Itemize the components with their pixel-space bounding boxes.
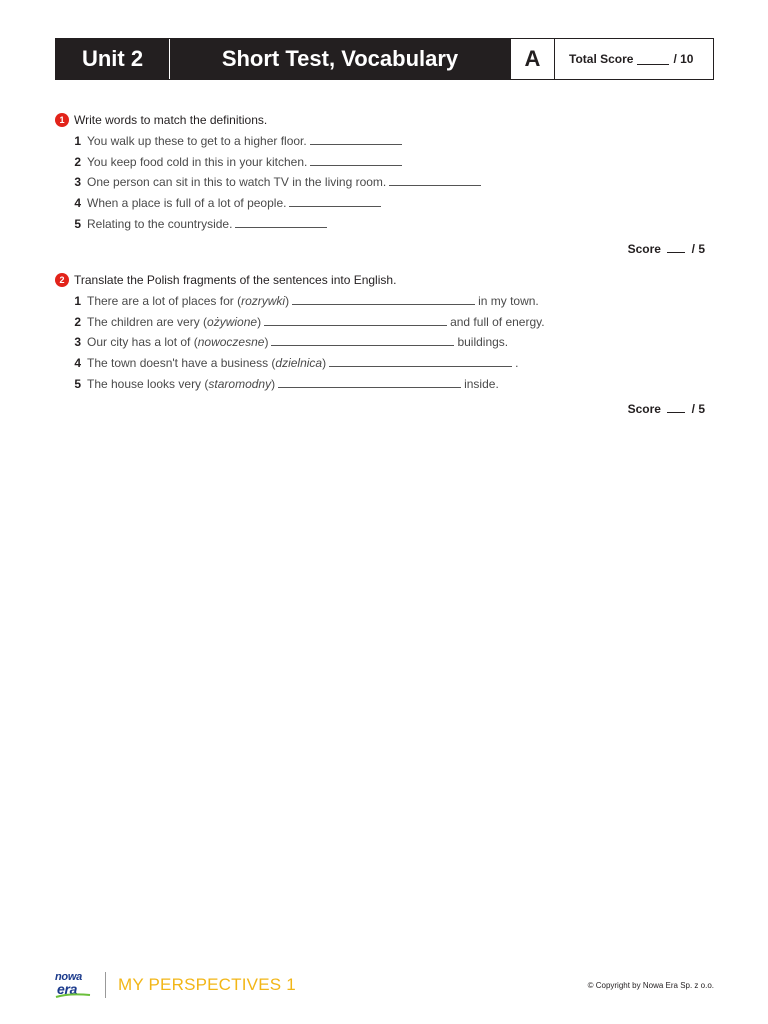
exercise-item xyxy=(55,134,714,155)
answer-blank[interactable] xyxy=(278,378,461,388)
copyright-notice: © Copyright by Nowa Era Sp. z o.o. xyxy=(587,980,714,990)
test-version: A xyxy=(510,39,555,79)
item-number: 2 xyxy=(74,314,81,329)
series-title: MY PERSPECTIVES 1 xyxy=(118,975,296,994)
answer-blank[interactable] xyxy=(271,336,454,346)
item-number: 3 xyxy=(74,335,81,350)
score-blank[interactable] xyxy=(667,243,685,253)
item-number: 2 xyxy=(74,154,81,169)
item-text: Our city has a lot of (nowoczesne) xyxy=(87,335,269,350)
logo-swoosh-icon xyxy=(55,993,91,999)
exercise-item xyxy=(55,377,714,398)
polish-fragment: ożywione xyxy=(207,314,258,329)
answer-blank[interactable] xyxy=(329,357,512,367)
item-number: 4 xyxy=(74,196,81,211)
score-label: Score xyxy=(627,242,661,257)
exercise-score xyxy=(55,242,714,256)
item-number: 3 xyxy=(74,175,81,190)
item-text: There are a lot of places for (rozrywki) xyxy=(87,294,290,308)
item-number: 5 xyxy=(74,376,81,391)
polish-fragment: rozrywki xyxy=(241,294,286,308)
logo-text-bottom: era xyxy=(57,981,78,997)
unit-label: Unit 2 xyxy=(56,39,170,79)
exercise-instruction: Write words to match the definitions. xyxy=(74,113,268,127)
score-blank[interactable] xyxy=(667,403,685,413)
exercise-instruction: Translate the Polish fragments of the sentences into English. xyxy=(74,273,397,287)
exercise-heading xyxy=(55,112,714,128)
item-text: Relating to the countryside. xyxy=(87,216,233,231)
page-footer xyxy=(55,966,714,1004)
item-text-after: buildings. xyxy=(457,335,509,350)
item-text-after: inside. xyxy=(464,376,499,391)
exercise-number-badge: 1 xyxy=(55,113,69,127)
item-text: You walk up these to get to a higher floor. xyxy=(87,134,307,148)
item-text: You keep food cold in this in your kitchen. xyxy=(87,154,308,169)
item-text: The children are very (ożywione) xyxy=(87,314,262,329)
exercise-heading xyxy=(55,272,714,288)
total-score-max: / 10 xyxy=(673,52,694,66)
answer-blank[interactable] xyxy=(310,135,402,145)
score-max: / 5 xyxy=(691,242,705,257)
item-text: When a place is full of a lot of people. xyxy=(87,196,287,211)
exercise-item xyxy=(55,294,714,315)
item-text-after: . xyxy=(515,356,519,371)
exercise-item xyxy=(55,335,714,356)
total-score-blank[interactable] xyxy=(637,54,669,65)
polish-fragment: nowoczesne xyxy=(197,335,265,350)
exercise-item xyxy=(55,155,714,176)
exercise-1 xyxy=(55,112,714,256)
answer-blank[interactable] xyxy=(389,176,481,186)
score-max: / 5 xyxy=(691,402,705,417)
score-label: Score xyxy=(627,402,661,417)
answer-blank[interactable] xyxy=(289,197,381,207)
item-text-after: in my town. xyxy=(478,294,539,308)
answer-blank[interactable] xyxy=(310,156,402,166)
exercise-item xyxy=(55,196,714,217)
item-text: The town doesn't have a business (dzielnica) xyxy=(87,356,327,371)
total-score-label: Total Score xyxy=(569,52,634,66)
item-number: 1 xyxy=(74,134,81,148)
exercise-item xyxy=(55,356,714,377)
footer-divider xyxy=(105,972,106,998)
test-title: Short Test, Vocabulary xyxy=(170,39,510,79)
exercise-item xyxy=(55,217,714,238)
nowa-era-logo xyxy=(55,967,95,1003)
item-text: One person can sit in this to watch TV in the living room. xyxy=(87,175,387,190)
item-number: 1 xyxy=(74,294,81,308)
exercise-item xyxy=(55,315,714,336)
total-score xyxy=(555,39,713,79)
test-header xyxy=(55,38,714,80)
item-text: The house looks very (staromodny) xyxy=(87,376,276,391)
exercise-2 xyxy=(55,272,714,416)
exercise-score xyxy=(55,402,714,416)
answer-blank[interactable] xyxy=(292,295,475,305)
exercise-item xyxy=(55,175,714,196)
polish-fragment: dzielnica xyxy=(275,356,323,371)
polish-fragment: staromodny xyxy=(208,376,272,391)
logo-text-top: nowa xyxy=(55,971,82,983)
exercise-number-badge: 2 xyxy=(55,273,69,287)
item-number: 4 xyxy=(74,356,81,371)
answer-blank[interactable] xyxy=(235,218,327,228)
answer-blank[interactable] xyxy=(264,316,447,326)
item-number: 5 xyxy=(74,216,81,231)
item-text-after: and full of energy. xyxy=(450,314,545,329)
